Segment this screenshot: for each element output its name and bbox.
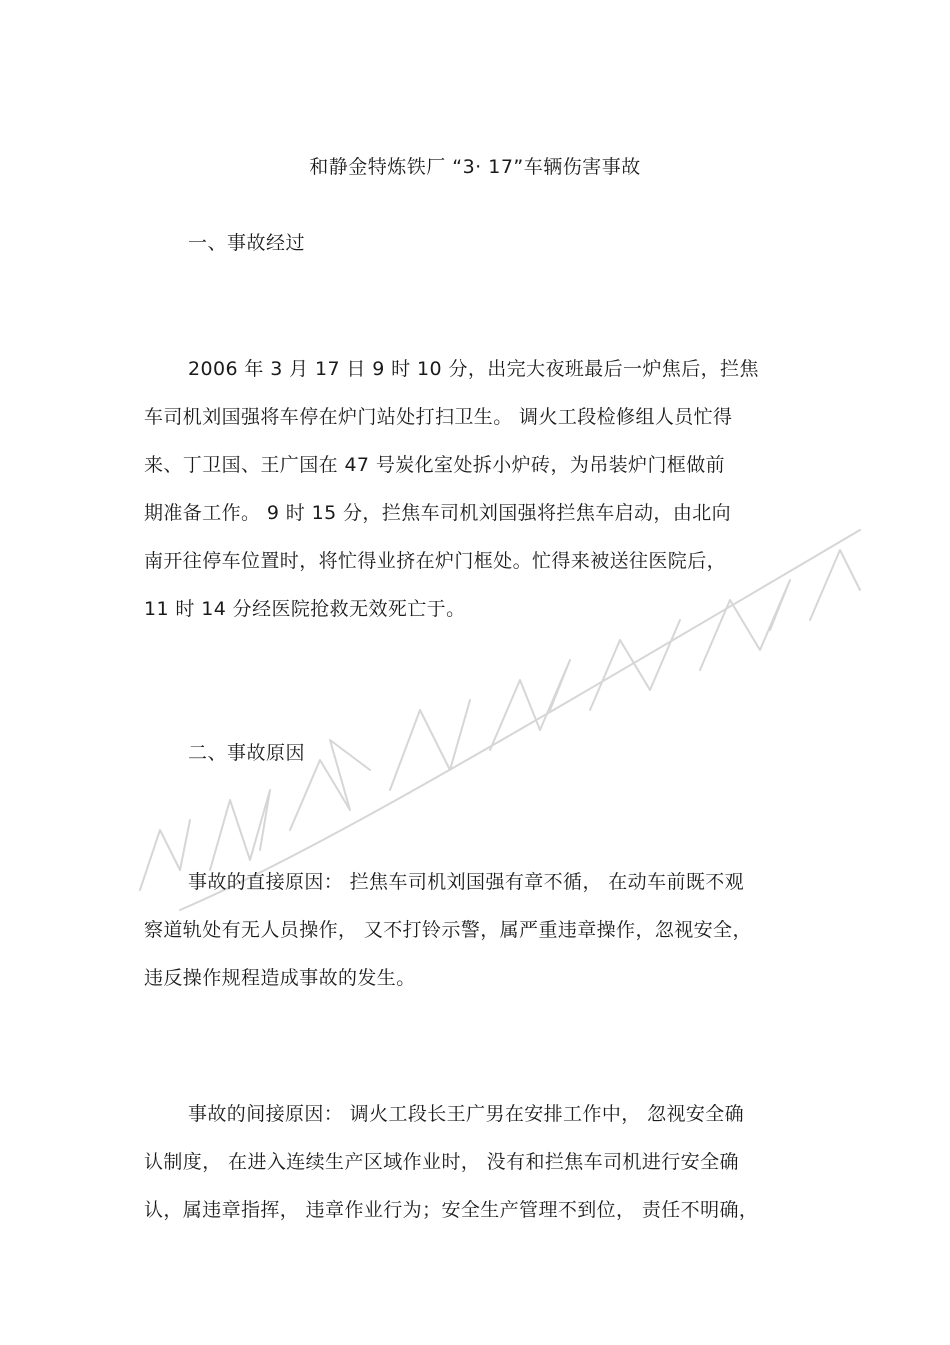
paragraph-line: 事故的间接原因： 调火工段长王广男在安排工作中， 忽视安全确 (188, 1103, 745, 1125)
paragraph-line: 期准备工作。 9 时 15 分，拦焦车司机刘国强将拦焦车启动，由北向 (144, 502, 732, 524)
paragraph-direct-cause (144, 858, 804, 1002)
paragraph-indirect-cause (144, 1090, 804, 1234)
paragraph-line: 违反操作规程造成事故的发生。 (144, 967, 416, 989)
paragraph-line: 11 时 14 分经医院抢救无效死亡于。 (144, 598, 466, 620)
paragraph-line: 事故的直接原因： 拦焦车司机刘国强有章不循， 在动车前既不观 (188, 871, 745, 893)
section-heading-accident-process: 一、事故经过 (188, 232, 306, 254)
paragraph-line: 2006 年 3 月 17 日 9 时 10 分，出完大夜班最后一炉焦后，拦焦 (188, 358, 759, 380)
paragraph-line: 南开往停车位置时，将忙得业挤在炉门框处。忙得来被送往医院后， (144, 550, 727, 572)
document-title: 和静金特炼铁厂 “3· 17”车辆伤害事故 (309, 156, 641, 178)
paragraph-line: 车司机刘国强将车停在炉门站处打扫卫生。 调火工段检修组人员忙得 (144, 406, 733, 428)
paragraph-line: 认，属违章指挥， 违章作业行为；安全生产管理不到位， 责任不明确， (144, 1199, 759, 1221)
paragraph-line: 认制度， 在进入连续生产区域作业时， 没有和拦焦车司机进行安全确 (144, 1151, 739, 1173)
paragraph-accident-process (144, 345, 804, 633)
paragraph-line: 来、丁卫国、王广国在 47 号炭化室处拆小炉砖，为吊装炉门框做前 (144, 454, 726, 476)
paragraph-line: 察道轨处有无人员操作， 又不打铃示警，属严重违章操作，忽视安全， (144, 919, 752, 941)
section-heading-accident-cause: 二、事故原因 (188, 742, 306, 764)
